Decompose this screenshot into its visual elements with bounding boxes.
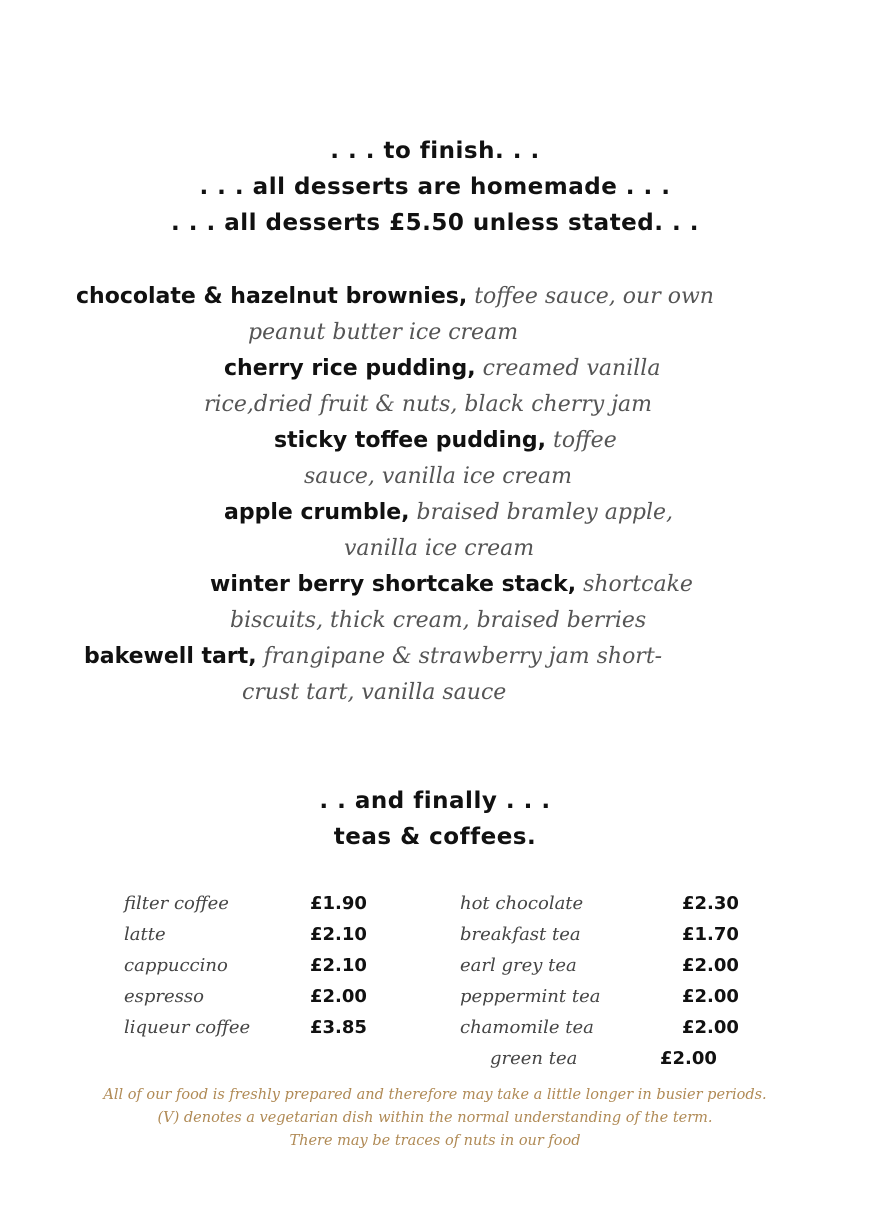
dessert-brownies-line-1 — [76, 284, 714, 309]
heading-and-finally: . . and finally . . . — [319, 788, 551, 814]
drink-name: cappuccino — [124, 955, 228, 976]
dessert-name: chocolate & hazelnut brownies, — [76, 284, 468, 309]
dessert-sticky-toffee-line-1 — [274, 428, 617, 453]
drink-name: green tea — [490, 1048, 578, 1069]
dessert-bakewell-line-1 — [84, 644, 662, 669]
drink-name: liqueur coffee — [124, 1017, 251, 1038]
dessert-description: braised bramley apple, — [416, 500, 674, 525]
dessert-brownies-line-2 — [248, 320, 518, 345]
dessert-name: winter berry shortcake stack, — [210, 572, 577, 597]
dessert-description: crust tart, vanilla sauce — [242, 680, 507, 705]
heading-homemade: . . . all desserts are homemade . . . — [199, 174, 671, 200]
dessert-name: sticky toffee pudding, — [274, 428, 546, 453]
drink-name: latte — [124, 924, 166, 945]
dessert-description: toffee — [553, 428, 617, 453]
dessert-description: creamed vanilla — [482, 356, 661, 381]
footer-note-nuts: There may be traces of nuts in our food — [289, 1133, 581, 1149]
dessert-name: apple crumble, — [224, 500, 410, 525]
drink-price: £2.30 — [682, 893, 739, 914]
dessert-description: shortcake — [583, 572, 693, 597]
drink-price: £2.00 — [682, 955, 739, 976]
dessert-name: cherry rice pudding, — [224, 356, 476, 381]
drink-price: £2.00 — [310, 986, 367, 1007]
drink-name: earl grey tea — [460, 955, 577, 976]
drink-name: filter coffee — [124, 893, 229, 914]
dessert-sticky-toffee-line-2 — [304, 464, 572, 489]
dessert-bakewell-line-2 — [242, 680, 506, 705]
drink-price: £3.85 — [310, 1017, 367, 1038]
dessert-description: vanilla ice cream — [344, 536, 535, 561]
dessert-description: frangipane & strawberry jam short- — [263, 644, 663, 669]
drink-price: £2.10 — [310, 924, 367, 945]
drink-price: £2.10 — [310, 955, 367, 976]
drink-name: breakfast tea — [460, 924, 581, 945]
dessert-apple-crumble-line-2 — [344, 536, 534, 561]
dessert-rice-pudding-line-2 — [204, 392, 652, 417]
dessert-description: biscuits, thick cream, braised berries — [230, 608, 647, 633]
dessert-description: rice,dried fruit & nuts, black cherry jam — [204, 392, 652, 417]
footer-note-vegetarian: (V) denotes a vegetarian dish within the normal understanding of the term. — [157, 1110, 713, 1126]
heading-price-note: . . . all desserts £5.50 unless stated. . . — [171, 210, 699, 236]
dessert-shortcake-line-2 — [230, 608, 646, 633]
drink-name: hot chocolate — [460, 893, 584, 914]
dessert-rice-pudding-line-1 — [224, 356, 660, 381]
drink-price: £2.00 — [682, 986, 739, 1007]
drink-price: £1.70 — [682, 924, 739, 945]
dessert-description: toffee sauce, our own — [474, 284, 714, 309]
dessert-name: bakewell tart, — [84, 644, 257, 669]
heading-teas-coffees: teas & coffees. — [333, 824, 537, 850]
dessert-shortcake-line-1 — [210, 572, 693, 597]
drink-name: chamomile tea — [460, 1017, 594, 1038]
dessert-description: sauce, vanilla ice cream — [304, 464, 573, 489]
dessert-apple-crumble-line-1 — [224, 500, 673, 525]
drink-name: espresso — [124, 986, 204, 1007]
footer-note-freshly-prepared: All of our food is freshly prepared and therefore may take a little longer in busier periods. — [103, 1087, 767, 1103]
drink-price: £1.90 — [310, 893, 367, 914]
drink-price: £2.00 — [682, 1017, 739, 1038]
drink-price: £2.00 — [660, 1048, 717, 1069]
dessert-description: peanut butter ice cream — [248, 320, 519, 345]
drink-name: peppermint tea — [460, 986, 601, 1007]
heading-to-finish: . . . to finish. . . — [330, 138, 540, 164]
